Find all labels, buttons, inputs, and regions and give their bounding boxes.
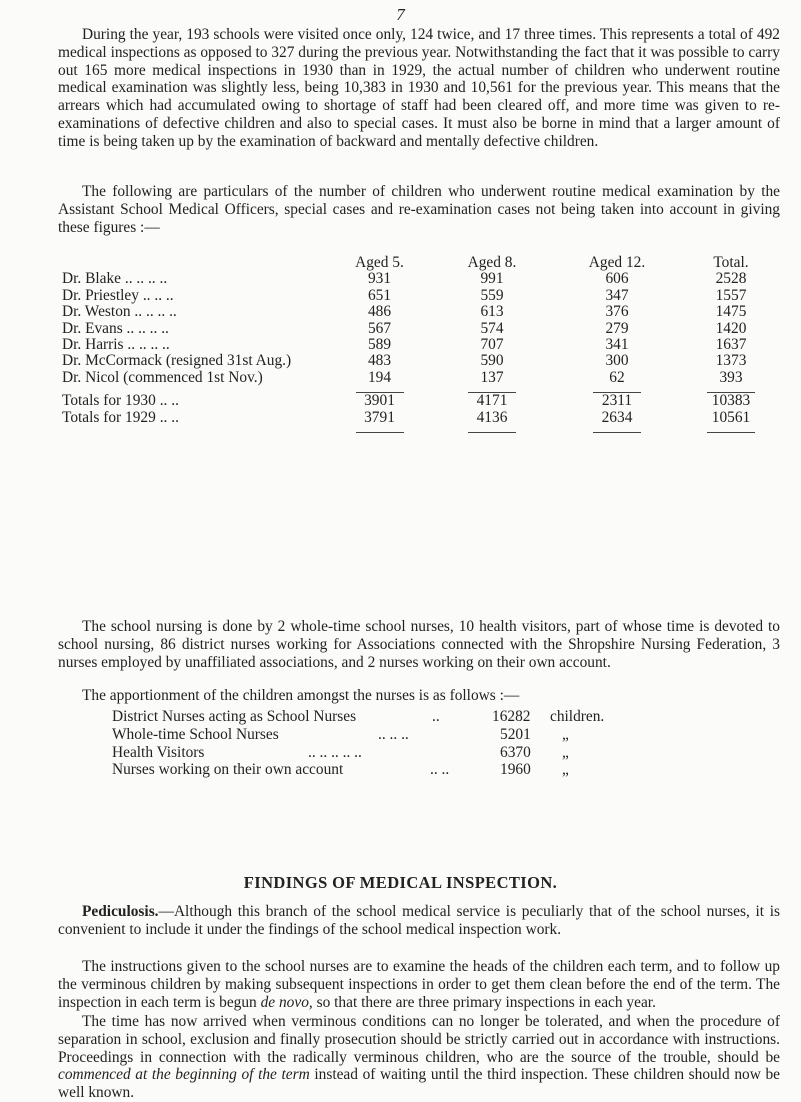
table-row [62, 370, 780, 386]
cell-aged-8: 613 [480, 303, 504, 321]
rule-line [707, 432, 755, 433]
apportionment-unit: children. [550, 708, 605, 725]
cell-aged-12: 606 [605, 270, 629, 288]
apportionment-value: 5201 [500, 725, 531, 743]
row-doctor-name: Dr. Blake .. .. .. .. [62, 270, 168, 288]
cell-aged-5: 931 [367, 270, 392, 288]
paragraph-school-visits-text: During the year, 193 schools were visited once only, 124 twice, and 17 three times. This represents a total of 492 medical inspections as opposed to 327 during the previous year. Notwithstanding the fact that it was possible to carry out 165 more medical inspections in 1930 than in 1929, the actual number of children who underwent routine medical examination was slightly less, being 10,383 in 1930 and 10,561 for the previous year. This means that the arrears which had accumulated owing to shortage of staff had been cleared off, and more time was given to re-examinations of defective children and also to special cases. It must also be borne in mind that a larger amount of time is being taken up by the examination of backward and mentally defective children. [58, 26, 780, 150]
cell-aged-5: 486 [367, 303, 392, 321]
verminous-text: The time has now arrived when verminous conditions can no longer be tolerated, and when the procedure of separation in school, exclusion and finally prosecution should be strictly carried out in accordance with instructions. Proceedings in connection with the radically verminous children, who are the source of the trouble, should be [58, 1013, 780, 1066]
cell-aged-8: 574 [480, 319, 504, 337]
paragraph-particulars-text: The following are particulars of the number of children who underwent routine medical examination by the Assistant School Medical Officers, special cases and re-examination cases not being taken into account in giving these figures :— [58, 183, 780, 236]
verminous-italic: commenced at the beginning of the term [58, 1066, 310, 1084]
cell-aged-8: 4171 [476, 392, 508, 410]
row-doctor-name: Dr. Nicol (commenced 1st Nov.) [62, 368, 263, 386]
cell-total: 2528 [715, 270, 747, 288]
pediculosis-text: —Although this branch of the school medical service is peculiarly that of the school nurses, it is convenient to include it under the findings of the school medical inspection work. [58, 903, 780, 938]
verminous-text-end: instead of waiting until the third inspection. These children should now be well known. [58, 1066, 780, 1102]
cell-aged-5: 589 [367, 336, 392, 354]
cell-aged-5: 3901 [364, 392, 395, 410]
row-doctor-name: Dr. Harris .. .. .. .. [62, 336, 170, 354]
list-item [112, 744, 672, 762]
paragraph-instructions [58, 958, 780, 1011]
cell-aged-12: 347 [605, 286, 629, 304]
instructions-text: The instructions given to the school nurses are to examine the heads of the children each term, and to follow up the verminous children by making subsequent inspections in order to get them clean before the end of the term. The inspection in each term is begun [58, 958, 780, 1011]
apportionment-unit: „ [562, 725, 569, 743]
apportionment-label: Nurses working on their own account [112, 761, 344, 779]
row-total-label: Totals for 1929 .. .. [62, 408, 179, 426]
cell-total: 1637 [715, 336, 747, 354]
cell-aged-12: 2311 [601, 392, 633, 410]
pediculosis-title: Pediculosis. [82, 903, 159, 920]
examinations-table [62, 255, 780, 433]
apportionment-list [112, 708, 672, 779]
header-aged-8: Aged 8. [467, 254, 517, 271]
rule-line [468, 432, 516, 433]
table-total-row [62, 393, 780, 409]
instructions-italic: de novo, [260, 993, 313, 1011]
paragraph-apportionment-intro [58, 687, 780, 705]
table-row [62, 288, 780, 304]
paragraph-apportionment-text: The apportionment of the children amongst the nurses is as follows :— [82, 687, 520, 704]
table-header-row [62, 255, 780, 271]
section-heading: FINDINGS OF MEDICAL INSPECTION. [243, 873, 558, 892]
table-row [62, 353, 780, 369]
cell-total: 10383 [711, 392, 751, 410]
cell-aged-12: 341 [605, 336, 629, 354]
cell-aged-8: 137 [480, 368, 504, 386]
cell-aged-8: 991 [480, 270, 504, 288]
paragraph-school-visits [58, 26, 780, 151]
list-item [112, 726, 672, 744]
apportionment-unit: „ [562, 743, 569, 761]
page-number: 7 [396, 5, 405, 24]
table-row [62, 271, 780, 287]
cell-aged-12: 62 [609, 368, 625, 386]
cell-aged-8: 707 [480, 336, 504, 354]
paragraph-particulars-intro [58, 183, 780, 236]
cell-total: 1557 [715, 286, 747, 304]
cell-aged-8: 559 [480, 286, 504, 304]
table-total-row [62, 410, 780, 426]
table-row [62, 337, 780, 353]
leader-dots: .. .. .. .. .. [308, 743, 362, 761]
cell-aged-5: 483 [367, 352, 392, 370]
rule-line [356, 432, 404, 433]
apportionment-label: Whole-time School Nurses [112, 725, 279, 743]
cell-total: 1420 [715, 319, 747, 337]
cell-aged-12: 376 [605, 303, 629, 321]
row-doctor-name: Dr. Priestley .. .. .. [62, 286, 174, 304]
cell-aged-5: 194 [367, 368, 392, 386]
cell-aged-8: 4136 [476, 408, 508, 426]
row-doctor-name: Dr. McCormack (resigned 31st Aug.) [62, 352, 292, 370]
header-total: Total. [713, 254, 749, 271]
cell-total: 1373 [715, 352, 747, 370]
paragraph-pediculosis [58, 903, 780, 939]
row-total-label: Totals for 1930 .. .. [62, 392, 179, 410]
leader-dots: .. [432, 708, 440, 725]
list-item [112, 708, 672, 726]
apportionment-label: Health Visitors [112, 743, 205, 761]
header-aged-5: Aged 5. [355, 254, 404, 271]
cell-aged-8: 590 [480, 352, 504, 370]
cell-aged-12: 279 [605, 319, 629, 337]
paragraph-school-nursing [58, 618, 780, 671]
table-row [62, 304, 780, 320]
apportionment-value: 1960 [500, 761, 531, 779]
table-rule-row [62, 426, 780, 433]
instructions-text-end: so that there are three primary inspections in each year. [316, 993, 656, 1011]
list-item [112, 761, 672, 779]
cell-total: 1475 [715, 303, 747, 321]
apportionment-value: 16282 [492, 708, 531, 725]
header-aged-12: Aged 12. [588, 254, 646, 271]
apportionment-unit: „ [562, 761, 569, 779]
rule-line [593, 432, 641, 433]
cell-total: 10561 [711, 408, 751, 426]
cell-aged-12: 2634 [601, 408, 633, 426]
apportionment-value: 6370 [500, 743, 531, 761]
cell-aged-12: 300 [605, 352, 629, 370]
cell-aged-5: 3791 [364, 408, 395, 426]
cell-aged-5: 567 [367, 319, 392, 337]
leader-dots: .. .. .. [378, 725, 409, 743]
paragraph-verminous [58, 1013, 780, 1102]
row-doctor-name: Dr. Evans .. .. .. .. [62, 319, 169, 337]
apportionment-label: District Nurses acting as School Nurses [112, 708, 357, 725]
header-name-blank [62, 255, 327, 271]
cell-aged-5: 651 [367, 286, 392, 304]
paragraph-school-nursing-text: The school nursing is done by 2 whole-time school nurses, 10 health visitors, part of whose time is devoted to school nursing, 86 district nurses working for Associations connected with the Shropshire Nursing Federation, 3 nurses employed by unaffiliated associations, and 2 nurses working on their own account. [58, 618, 780, 671]
table-row [62, 321, 780, 337]
leader-dots: .. .. [430, 761, 450, 779]
cell-total: 393 [719, 368, 743, 386]
row-doctor-name: Dr. Weston .. .. .. .. [62, 303, 177, 321]
